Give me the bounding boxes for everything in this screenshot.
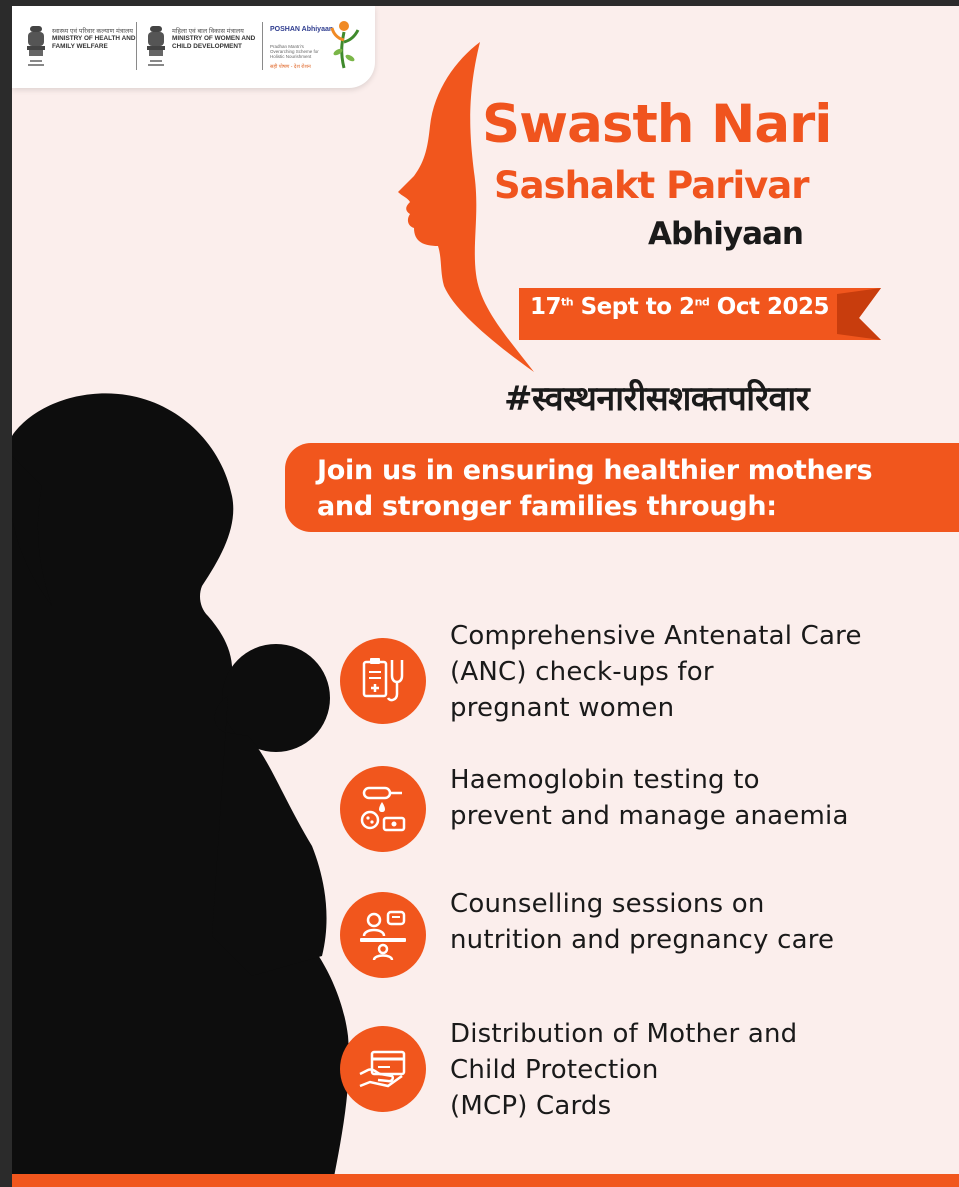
clipboard-stethoscope-icon — [358, 656, 408, 706]
mohfw-logo — [24, 20, 136, 76]
mwcd-english: MINISTRY OF WOMEN AND CHILD DEVELOPMENT — [172, 35, 256, 50]
benefit-text-line: Haemoglobin testing to — [450, 765, 760, 795]
campaign-hashtag: #स्वस्थनारीसशक्तपरिवार — [504, 379, 810, 419]
benefit-text-line: (ANC) check-ups for — [450, 657, 714, 687]
benefit-text-line: pregnant women — [450, 693, 675, 723]
logo-divider — [262, 22, 263, 70]
campaign-title-line3: Abhiyaan — [648, 216, 803, 252]
logo-divider — [136, 22, 137, 70]
logo-strip — [12, 6, 375, 88]
poshan-figure-icon — [330, 20, 360, 70]
benefit-text-line: nutrition and pregnancy care — [450, 925, 835, 955]
join-banner-text: Join us in ensuring healthier mothers and stronger families through: — [317, 455, 873, 522]
mohfw-hindi: स्वास्थ्य एवं परिवार कल्याण मंत्रालय — [52, 28, 133, 35]
mwcd-logo — [144, 20, 254, 76]
benefit-text-line: (MCP) Cards — [450, 1091, 612, 1121]
campaign-title-line2: Sashakt Parivar — [494, 164, 809, 207]
poshan-subtitle: Pradhan Mantri's Overarching Scheme for Holistic Nourishment — [270, 44, 319, 60]
poshan-tagline: सही पोषण - देश रोशन — [270, 64, 311, 70]
poshan-abhiyaan-logo — [270, 20, 366, 76]
blood-test-icon — [358, 784, 408, 834]
benefit-text-line: Distribution of Mother and — [450, 1019, 798, 1049]
bottom-accent-bar — [12, 1174, 959, 1187]
campaign-dates: 17th Sept to 2nd Oct 2025 — [530, 294, 829, 320]
mohfw-english: MINISTRY OF HEALTH AND FAMILY WELFARE — [52, 35, 136, 50]
campaign-title-line1: Swasth Nari — [482, 94, 832, 155]
benefit-text-line: Counselling sessions on — [450, 889, 765, 919]
benefit-text-line: Child Protection — [450, 1055, 659, 1085]
counselling-icon — [358, 910, 408, 960]
campaign-poster — [12, 6, 959, 1187]
benefit-text-line: Comprehensive Antenatal Care — [450, 621, 862, 651]
mwcd-hindi: महिला एवं बाल विकास मंत्रालय — [172, 28, 244, 35]
poshan-title: POSHAN Abhiyaan — [270, 26, 334, 33]
benefit-text-line: prevent and manage anaemia — [450, 801, 849, 831]
ashoka-emblem-icon — [144, 24, 168, 70]
ashoka-emblem-icon — [24, 24, 48, 70]
card-in-hand-icon — [358, 1044, 408, 1094]
